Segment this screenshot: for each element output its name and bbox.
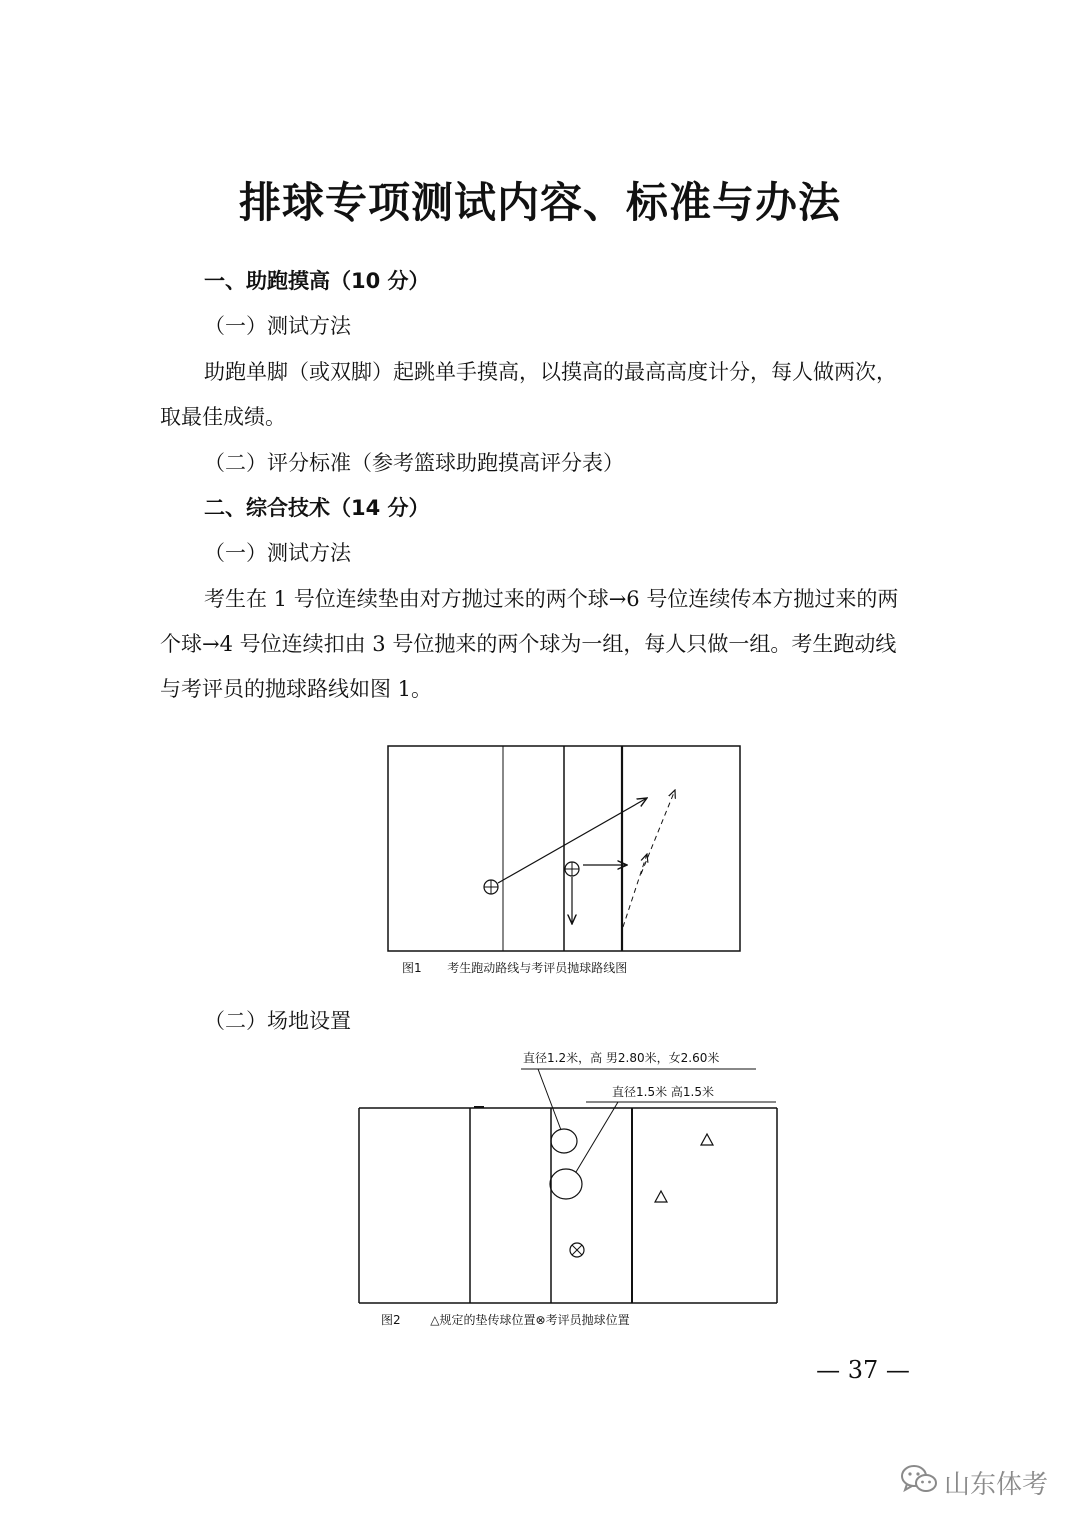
section-1-heading: 一、助跑摸高（10 分） xyxy=(204,269,430,293)
figure-2-annotation-2: 直径1.5米 高1.5米 xyxy=(612,1085,714,1099)
section-1-method-text-line2: 取最佳成绩。 xyxy=(160,405,286,429)
figure-1 xyxy=(385,744,743,956)
target-circle-1 xyxy=(551,1129,577,1153)
section-2-venue-heading: （二）场地设置 xyxy=(204,1009,351,1033)
section-2-method-text-line1: 考生在 1 号位连续垫由对方抛过来的两个球→6 号位连续传本方抛过来的两 xyxy=(204,587,899,611)
section-2-method-text-line3: 与考评员的抛球路线如图 1。 xyxy=(160,677,433,701)
watermark xyxy=(900,1462,1048,1502)
page-title: 排球专项测试内容、标准与办法 xyxy=(238,178,841,227)
figure-1-diagram xyxy=(385,744,743,956)
figure-2-caption-label: 图2 xyxy=(381,1313,401,1327)
leader-line-1 xyxy=(538,1069,561,1130)
watermark-text: 山东体考 xyxy=(944,1469,1049,1500)
pass-position-triangle-1 xyxy=(701,1134,713,1145)
section-2-method-text-line2: 个球→4 号位连续扣由 3 号位抛来的两个球为一组，每人只做一组。考生跑动线 xyxy=(160,632,897,656)
figure-2-annotation-1: 直径1.2米，高 男2.80米，女2.60米 xyxy=(523,1051,720,1065)
tosser-position xyxy=(570,1243,584,1257)
figure-1-caption-text: 考生跑动路线与考评员抛球路线图 xyxy=(447,961,628,975)
figure-2-caption xyxy=(381,1312,630,1328)
figure-2 xyxy=(356,1060,780,1310)
figure-2-caption-text: △规定的垫传球位置⊗考评员抛球位置 xyxy=(430,1313,630,1327)
leader-line-2 xyxy=(576,1102,618,1172)
section-1-method-heading: （一）测试方法 xyxy=(204,314,351,338)
section-1-scoring: （二）评分标准（参考篮球助跑摸高评分表） xyxy=(204,451,624,475)
section-1-method-text-line1: 助跑单脚（或双脚）起跳单手摸高，以摸高的最高高度计分，每人做两次， xyxy=(204,360,897,384)
figure-1-caption xyxy=(402,960,627,976)
examinee-position-2 xyxy=(565,862,579,876)
figure-2-diagram xyxy=(356,1060,780,1310)
page-number: — 37 — xyxy=(816,1356,910,1384)
section-2-heading: 二、综合技术（14 分） xyxy=(204,496,430,520)
examinee-position-1 xyxy=(484,880,498,894)
toss-arrow-2 xyxy=(641,790,675,874)
target-circle-2 xyxy=(550,1169,582,1199)
pass-position-triangle-2 xyxy=(655,1191,667,1202)
wechat-icon xyxy=(900,1463,938,1502)
section-2-method-heading: （一）测试方法 xyxy=(204,541,351,565)
figure-1-caption-label: 图1 xyxy=(402,961,422,975)
